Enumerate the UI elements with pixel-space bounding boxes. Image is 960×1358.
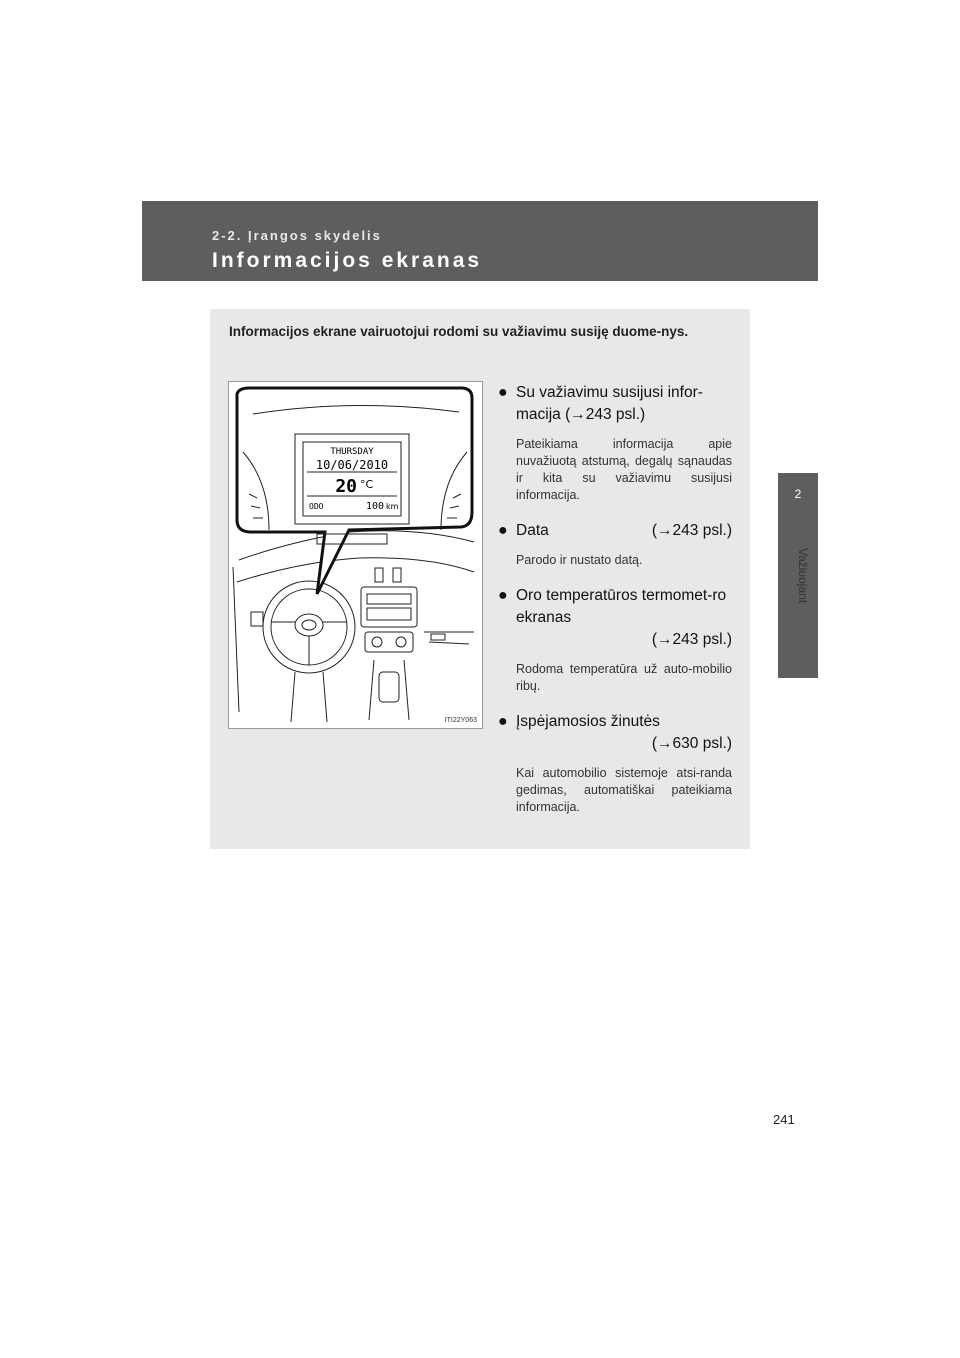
chapter-number: 2 (794, 487, 802, 501)
page-title: Informacijos ekranas (212, 249, 483, 272)
lcd-date: 10/06/2010 (315, 458, 389, 472)
item-title: Įspėjamosios žinutės (516, 713, 660, 730)
list-item (498, 711, 732, 816)
lcd-odo-value: 100 (365, 501, 384, 512)
bullet-icon: ● (498, 713, 508, 730)
item-description: Kai automobilio sistemoje atsi-randa gedimas, automatiškai pateikiama informacija. (516, 766, 732, 814)
content-panel (210, 309, 750, 849)
lcd-odo-unit: km (386, 502, 399, 511)
lcd-day: THURSDAY (330, 447, 374, 457)
item-page-ref: (→243 psl.) (651, 631, 732, 648)
section-label: 2-2. Įrangos skydelis (212, 228, 382, 243)
item-title: Su važiavimu susijusi infor-macija (→243 psl.) (516, 384, 703, 423)
bullet-icon: ● (498, 587, 508, 604)
figure-code: ITI22Y063 (444, 717, 477, 724)
intro-text: Informacijos ekrane vairuotojui rodomi su važiavimu susiję duome-nys. (229, 324, 689, 339)
item-description: Parodo ir nustato datą. (516, 553, 643, 567)
item-title: Data (516, 522, 549, 539)
item-page-ref: (→630 psl.) (651, 735, 732, 752)
list-item (498, 585, 732, 695)
list-item (498, 520, 732, 569)
item-title: Oro temperatūros termomet-ro ekranas (516, 587, 727, 626)
feature-list (498, 382, 732, 832)
chapter-side-label: Važiuojant (796, 548, 810, 604)
dashboard-illustration (228, 381, 483, 729)
bullet-icon: ● (498, 384, 508, 401)
dashboard-drawing (229, 382, 482, 728)
lcd-temp-unit: °C (360, 478, 374, 491)
list-item (498, 382, 732, 504)
lcd-odo-label: ODO (309, 502, 324, 511)
item-page-ref: (→243 psl.) (651, 522, 732, 539)
page-number: 241 (773, 1112, 795, 1127)
lcd-temperature: 20 (335, 476, 357, 497)
chapter-header (142, 201, 818, 281)
bullet-icon: ● (498, 522, 508, 539)
item-description: Pateikiama informacija apie nuvažiuotą atstumą, degalų sąnaudas ir kita su važiavimu susijusi informacija. (516, 437, 732, 502)
item-description: Rodoma temperatūra už auto-mobilio ribų. (516, 662, 732, 693)
